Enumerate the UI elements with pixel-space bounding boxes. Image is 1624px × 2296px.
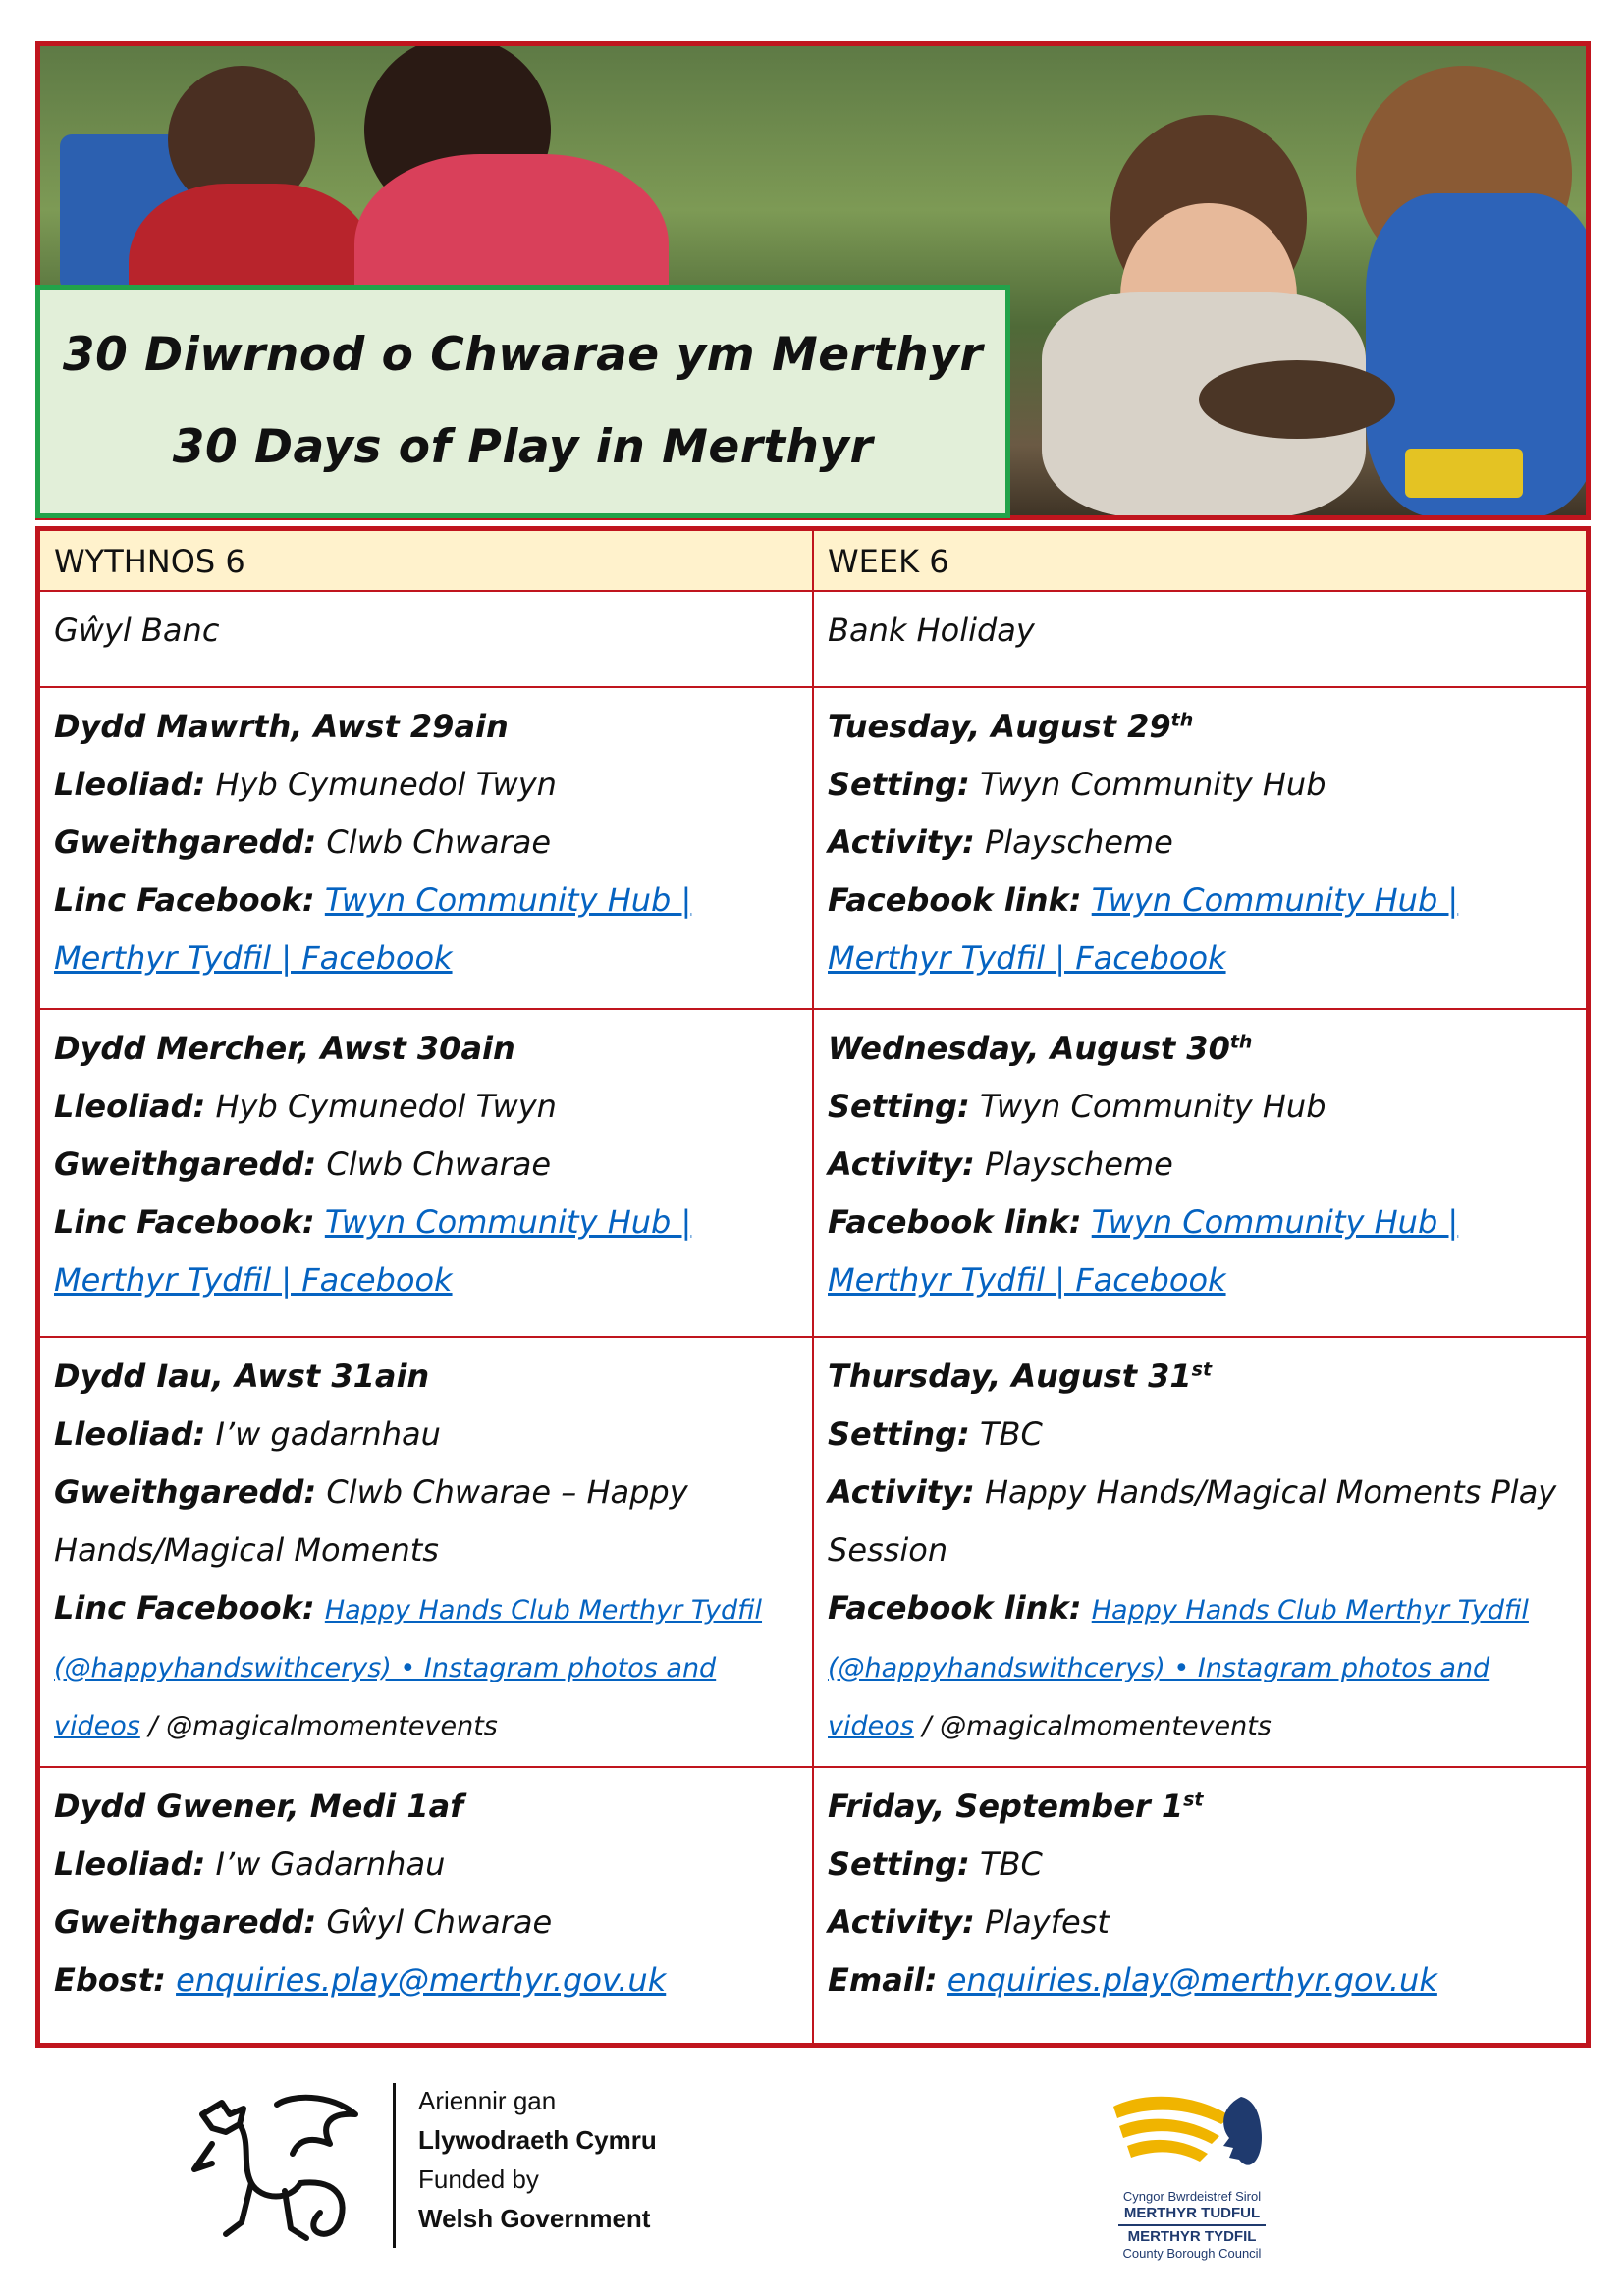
table-row	[38, 1337, 1589, 1767]
activity-label: Gweithgaredd:	[54, 824, 317, 861]
table-header-row	[38, 529, 1589, 592]
day-suffix: th	[1229, 1031, 1253, 1053]
setting-value: TBC	[979, 1415, 1043, 1453]
activity-label: Activity:	[828, 824, 975, 861]
header-english: WEEK 6	[813, 529, 1589, 592]
setting-label: Lleoliad:	[54, 1088, 206, 1125]
activity-value: Playscheme	[984, 824, 1173, 861]
dragon-icon	[183, 2085, 365, 2252]
setting-value: Twyn Community Hub	[979, 1088, 1326, 1125]
gov-line2: Llywodraeth Cymru	[418, 2125, 657, 2155]
council-line1: Cyngor Bwrdeistref Sirol	[1122, 2189, 1262, 2204]
day-welsh: Dydd Gwener, Medi 1af	[54, 1788, 464, 1825]
setting-value: I’w Gadarnhau	[215, 1845, 446, 1883]
facebook-link[interactable]: Twyn Community Hub |	[324, 881, 692, 919]
activity-label: Gweithgaredd:	[54, 1903, 317, 1941]
instagram-link[interactable]: Happy Hands Club Merthyr Tydfil (@happyhandswithcerys) • Instagram photos and videos	[54, 1595, 763, 1741]
council-line4: County Borough Council	[1122, 2246, 1262, 2261]
facebook-link[interactable]: Merthyr Tydfil | Facebook	[54, 1261, 453, 1299]
setting-label: Lleoliad:	[54, 1845, 206, 1883]
email-label: Ebost:	[54, 1961, 166, 1999]
day-english: Thursday, August 31	[828, 1358, 1192, 1395]
activity-value: Clwb Chwarae	[326, 824, 552, 861]
day-suffix: st	[1191, 1359, 1213, 1381]
header-welsh: WYTHNOS 6	[38, 529, 814, 592]
facebook-link[interactable]: Twyn Community Hub |	[1091, 1203, 1459, 1241]
setting-value: Hyb Cymunedol Twyn	[215, 1088, 557, 1125]
facebook-link[interactable]: Merthyr Tydfil | Facebook	[54, 939, 453, 977]
council-divider	[1118, 2224, 1266, 2226]
email-link[interactable]: enquiries.play@merthyr.gov.uk	[947, 1961, 1437, 1999]
setting-value: Twyn Community Hub	[979, 766, 1326, 803]
divider	[393, 2083, 396, 2248]
gov-line4: Welsh Government	[418, 2204, 651, 2233]
link-suffix: / @magicalmomentevents	[148, 1711, 498, 1741]
title-english: 30 Days of Play in Merthyr	[172, 420, 874, 474]
link-label: Facebook link:	[828, 1589, 1082, 1627]
title-box	[35, 285, 1010, 518]
facebook-link[interactable]: Twyn Community Hub |	[324, 1203, 692, 1241]
facebook-link[interactable]: Merthyr Tydfil | Facebook	[828, 939, 1226, 977]
activity-label: Activity:	[828, 1473, 975, 1511]
activity-value: Clwb Chwarae	[326, 1146, 552, 1183]
link-suffix: / @magicalmomentevents	[922, 1711, 1272, 1741]
day-english: Friday, September 1	[828, 1788, 1184, 1825]
activity-label: Activity:	[828, 1903, 975, 1941]
facebook-link[interactable]: Twyn Community Hub |	[1091, 881, 1459, 919]
gov-line1: Ariennir gan	[418, 2086, 557, 2115]
day-welsh: Dydd Mawrth, Awst 29ain	[54, 708, 509, 745]
link-label: Facebook link:	[828, 1203, 1082, 1241]
activity-value: Gŵyl Chwarae	[326, 1903, 553, 1941]
day-welsh: Dydd Mercher, Awst 30ain	[54, 1030, 515, 1067]
link-label: Linc Facebook:	[54, 1203, 315, 1241]
setting-label: Setting:	[828, 766, 970, 803]
schedule-table	[35, 526, 1591, 2048]
bank-holiday-row	[38, 591, 1589, 687]
gov-line3: Funded by	[418, 2164, 539, 2194]
day-english: Wednesday, August 30	[828, 1030, 1230, 1067]
day-suffix: th	[1170, 709, 1194, 731]
council-line2: MERTHYR TUDFUL	[1123, 2205, 1261, 2221]
day-welsh: Dydd Iau, Awst 31ain	[54, 1358, 430, 1395]
day-suffix: st	[1183, 1789, 1204, 1811]
facebook-link[interactable]: Merthyr Tydfil | Facebook	[828, 1261, 1226, 1299]
activity-value: Playfest	[984, 1903, 1110, 1941]
bank-holiday-welsh: Gŵyl Banc	[54, 612, 220, 649]
instagram-link[interactable]: Happy Hands Club Merthyr Tydfil (@happyhandswithcerys) • Instagram photos and videos	[828, 1595, 1529, 1741]
setting-label: Lleoliad:	[54, 766, 206, 803]
welsh-government-logo	[183, 2079, 674, 2251]
activity-label: Activity:	[828, 1146, 975, 1183]
setting-label: Setting:	[828, 1088, 970, 1125]
table-row	[38, 1009, 1589, 1337]
activity-label: Gweithgaredd:	[54, 1473, 317, 1511]
day-english: Tuesday, August 29	[828, 708, 1171, 745]
activity-value: Clwb Chwarae – Happy Hands/Magical Moments	[54, 1473, 688, 1569]
email-link[interactable]: enquiries.play@merthyr.gov.uk	[176, 1961, 667, 1999]
title-welsh: 30 Diwrnod o Chwarae ym Merthyr	[62, 328, 984, 382]
activity-value: Happy Hands/Magical Moments Play Session	[828, 1473, 1557, 1569]
table-row	[38, 1767, 1589, 2046]
setting-label: Setting:	[828, 1845, 970, 1883]
table-row	[38, 687, 1589, 1009]
link-label: Facebook link:	[828, 881, 1082, 919]
council-line3: MERTHYR TYDFIL	[1127, 2228, 1257, 2245]
setting-label: Setting:	[828, 1415, 970, 1453]
setting-value: Hyb Cymunedol Twyn	[215, 766, 557, 803]
email-label: Email:	[828, 1961, 938, 1999]
council-emblem-icon	[1104, 2087, 1280, 2185]
setting-label: Lleoliad:	[54, 1415, 206, 1453]
activity-label: Gweithgaredd:	[54, 1146, 317, 1183]
setting-value: I’w gadarnhau	[215, 1415, 441, 1453]
setting-value: TBC	[979, 1845, 1043, 1883]
bank-holiday-english: Bank Holiday	[828, 612, 1035, 649]
council-logo	[1104, 2087, 1280, 2264]
link-label: Linc Facebook:	[54, 881, 315, 919]
link-label: Linc Facebook:	[54, 1589, 315, 1627]
activity-value: Playscheme	[984, 1146, 1173, 1183]
